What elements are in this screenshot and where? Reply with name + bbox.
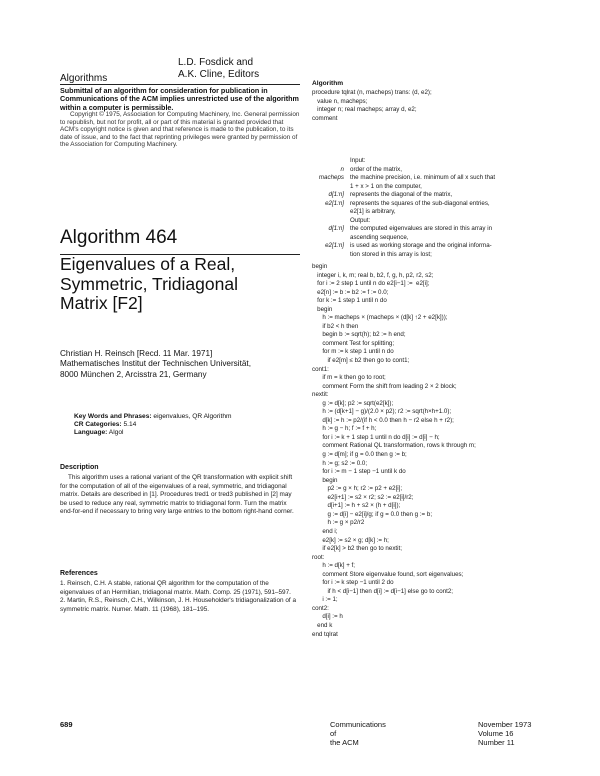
title-line: Eigenvalues of a Real, bbox=[60, 254, 236, 274]
code-line: for m := k step 1 until n do bbox=[312, 348, 394, 356]
kw-label: Key Words and Phrases: bbox=[74, 413, 152, 420]
comment-key: d[1:n] bbox=[328, 191, 344, 199]
comment-key bbox=[312, 234, 350, 243]
journal-line: Communications bbox=[330, 720, 386, 729]
algol-header-lines bbox=[312, 89, 567, 123]
paper-title bbox=[60, 255, 300, 314]
comment-value: e2[1] is arbitrary, bbox=[350, 208, 396, 216]
code-line: h := d[k] + f; bbox=[312, 562, 355, 570]
comment-key bbox=[312, 217, 350, 226]
issue-info bbox=[478, 720, 531, 747]
code-line: for i := k + 1 step 1 until n do d[i] := d[i] − h; bbox=[312, 433, 440, 441]
code-line: comment bbox=[312, 114, 338, 122]
code-line: cont1: bbox=[312, 365, 329, 373]
code-line: h := (d[k+1] − g)/(2.0 × p2); r2 := sqrt(h×h+1.0); bbox=[312, 408, 452, 416]
editors bbox=[178, 57, 259, 81]
cr-value: 5.14 bbox=[121, 421, 137, 429]
code-line: cont2: bbox=[312, 604, 329, 612]
title-line: Symmetric, Tridiagonal bbox=[60, 273, 238, 294]
comment-value: represents the squares of the sub-diagonal entries, bbox=[350, 199, 490, 207]
code-line: if e2[k] > b2 then go to nextit; bbox=[312, 545, 402, 553]
code-line: nextit: bbox=[312, 391, 329, 399]
code-line: p2 := g × h; r2 := p2 + e2[i]; bbox=[312, 485, 403, 493]
keywords-block bbox=[74, 413, 300, 438]
comment-key: n bbox=[340, 165, 344, 173]
code-line: for i := 2 step 1 until n do e2[i−1] := e2[i]; bbox=[312, 280, 430, 288]
comment-row bbox=[312, 166, 567, 175]
author-line: Christian H. Reinsch [Recd. 11 Mar. 1971] bbox=[60, 349, 213, 358]
title-line: Matrix [F2] bbox=[60, 293, 143, 313]
issue-line: Volume 16 bbox=[478, 729, 514, 738]
code-line: e2[i+1] := s2 × r2; s2 := e2[i]/r2; bbox=[312, 493, 414, 501]
code-line: begin bbox=[312, 263, 328, 270]
author-line: 8000 München 2, Arcisstra 21, Germany bbox=[60, 369, 207, 379]
comment-row bbox=[312, 225, 567, 234]
issue-line: November 1973 bbox=[478, 720, 532, 729]
comment-value: the machine precision, i.e. minimum of all x such that bbox=[350, 174, 496, 182]
code-line: end tqlrat bbox=[312, 630, 338, 638]
copyright-notice: Copyright © 1975, Association for Computing Machinery, Inc. General permission to republish, but not for profit, all or part of this material is granted provided that ACM's copyright notice is given and that reference is made to the publication, to its date of issue, and to the fact that reprinting privileges were granted by permission of the Association for Computing Machinery. bbox=[60, 111, 300, 149]
code-line: if m = k then go to root; bbox=[312, 374, 386, 382]
comment-key bbox=[312, 251, 350, 260]
language-line bbox=[74, 429, 300, 437]
code-line: begin bbox=[312, 305, 333, 313]
submittal-notice: Submittal of an algorithm for consideration for publication in Communications of the ACM implies unrestricted use of the algorithm within a computer is permissible. bbox=[60, 86, 299, 112]
code-line: begin b := sqrt(h); b2 := h end; bbox=[312, 331, 406, 339]
comment-key bbox=[312, 183, 350, 192]
algol-body bbox=[312, 263, 567, 639]
comment-row bbox=[312, 242, 567, 251]
comment-value: tion stored in this array is lost; bbox=[350, 251, 432, 259]
comment-value: Input: bbox=[350, 157, 366, 164]
editors-line: L.D. Fosdick and bbox=[178, 57, 254, 68]
code-line: begin bbox=[312, 476, 338, 484]
journal-name bbox=[330, 720, 386, 747]
algorithm-number: Algorithm 464 bbox=[60, 227, 178, 248]
section-label: Algorithms bbox=[60, 73, 108, 84]
references-heading: References bbox=[60, 570, 98, 577]
comment-value: the computed eigenvalues are stored in this array in bbox=[350, 225, 493, 233]
code-line: g := d[i] − e2[i]/g; if g = 0.0 then g := b; bbox=[312, 510, 433, 518]
issue-line: Number 11 bbox=[478, 738, 515, 747]
comment-key: macheps bbox=[318, 174, 344, 182]
comment-row bbox=[312, 234, 567, 243]
author-block bbox=[60, 349, 300, 380]
cr-label: CR Categories: bbox=[74, 421, 122, 429]
kw-value: eigenvalues, QR Algorithm bbox=[151, 413, 232, 420]
algorithm-heading: Algorithm bbox=[312, 80, 344, 87]
description-heading: Description bbox=[60, 464, 99, 471]
code-line: g := d[m]; if g = 0.0 then g := b; bbox=[312, 451, 407, 459]
comment-value: ascending sequence, bbox=[350, 233, 409, 241]
comment-value: is used as working storage and the original informa- bbox=[350, 242, 492, 250]
code-line: h := g; s2 := 0.0; bbox=[312, 459, 368, 467]
comment-row bbox=[312, 251, 567, 260]
code-line: for i := k step −1 until 2 do bbox=[312, 579, 394, 587]
journal-line: the ACM bbox=[330, 738, 359, 747]
reference-item: 2. Martin, R.S., Reinsch, C.H., Wilkinson, J. H. Householder's tridiagonalization of a symmetric matrix. Numer. Math. 11 (1968), 181–195. bbox=[60, 597, 296, 613]
comment-row bbox=[312, 183, 567, 192]
code-line: if e2[m] ≤ b2 then go to cont1; bbox=[312, 357, 410, 365]
code-line: d[i+1] := h + s2 × (h + d[i]); bbox=[312, 502, 401, 510]
comment-row bbox=[312, 200, 567, 209]
page-number: 689 bbox=[60, 720, 73, 729]
code-line: end i; bbox=[312, 527, 338, 535]
code-line: h := g − h; f := f + h; bbox=[312, 425, 377, 433]
code-line: h := macheps × (macheps × (d[k] ↑2 + e2[k])); bbox=[312, 314, 448, 322]
comment-key bbox=[312, 157, 350, 166]
comment-row bbox=[312, 208, 567, 217]
comment-key: d[1:n] bbox=[328, 225, 344, 233]
code-line: comment Form the shift from leading 2 × 2 block; bbox=[312, 382, 457, 390]
code-line: comment Store eigenvalue found, sort eigenvalues; bbox=[312, 570, 464, 578]
references-list bbox=[60, 580, 300, 614]
comment-value: order of the matrix, bbox=[350, 165, 402, 173]
description-text: This algorithm uses a rational variant of the QR transformation with explicit shift for the computation of all of the eigenvalues of a real, symmetric, and tridiagonal matrix. Details are described in [1]. Procedures tred1 or tred3 published in [2] may be used to reduce any real, symmetric matrix to tridiagonal form. Turn the matrix end-for-end if necessary to bring very large entries to the bottom right-hand corner. bbox=[60, 474, 294, 516]
code-line: value n, macheps; bbox=[312, 97, 368, 105]
header-rule bbox=[60, 84, 300, 85]
keywords-line bbox=[74, 413, 300, 421]
comment-row bbox=[312, 174, 567, 183]
comment-value: Output: bbox=[350, 216, 371, 224]
code-line: end k bbox=[312, 621, 333, 629]
comment-value: represents the diagonal of the matrix, bbox=[350, 191, 453, 199]
comment-key: e2[1:n] bbox=[325, 199, 344, 207]
cr-line bbox=[74, 421, 300, 429]
code-line: i := 1; bbox=[312, 596, 338, 604]
algol-comment-table bbox=[312, 157, 567, 260]
code-line: d[k] := h := p2/(if h < 0.0 then h − r2 else h + r2); bbox=[312, 416, 454, 424]
code-line: comment Rational QL transformation, rows k through m; bbox=[312, 442, 476, 450]
code-line: procedure tqlrat (n, macheps) trans: (d, e2); bbox=[312, 89, 432, 96]
lang-label: Language: bbox=[74, 429, 108, 437]
author-line: Mathematisches Institut der Technischen Universität, bbox=[60, 359, 251, 369]
lang-value: Algol bbox=[107, 429, 124, 437]
code-line: e2[k] := s2 × g; d[k] := h; bbox=[312, 536, 389, 544]
code-line: g := d[k]; p2 := sqrt(e2[k]); bbox=[312, 399, 394, 407]
code-line: comment Test for splitting; bbox=[312, 339, 395, 347]
code-line: integer i, k, m; real b, b2, f, g, h, p2, r2, s2; bbox=[312, 271, 434, 279]
comment-value: 1 + x > 1 on the computer, bbox=[350, 182, 422, 190]
comment-key: e2[1:n] bbox=[325, 242, 344, 250]
comment-row bbox=[312, 157, 567, 166]
code-line: for i := m − 1 step −1 until k do bbox=[312, 468, 406, 476]
code-line: for k := 1 step 1 until n do bbox=[312, 297, 387, 305]
code-line: if h < d[i−1] then d[i] := d[i−1] else go to cont2; bbox=[312, 587, 454, 595]
code-line: e2[n] := b := b2 := f := 0.0; bbox=[312, 288, 389, 296]
comment-row bbox=[312, 217, 567, 226]
code-line: root: bbox=[312, 553, 325, 561]
comment-key bbox=[312, 208, 350, 217]
code-line: h := g × p2/r2 bbox=[312, 519, 365, 527]
reference-item: 1. Reinsch, C.H. A stable, rational QR algorithm for the computation of the eigenvalues of an Hermitian, tridiagonal matrix. Math. Comp. 25 (1971), 591–597. bbox=[60, 580, 291, 596]
comment-row bbox=[312, 191, 567, 200]
code-line: integer n; real macheps; array d, e2; bbox=[312, 106, 417, 114]
editors-line: A.K. Cline, Editors bbox=[178, 69, 260, 80]
journal-line: of bbox=[330, 729, 337, 738]
code-line: d[i] := h bbox=[312, 613, 343, 621]
code-line: if b2 < h then bbox=[312, 322, 359, 330]
